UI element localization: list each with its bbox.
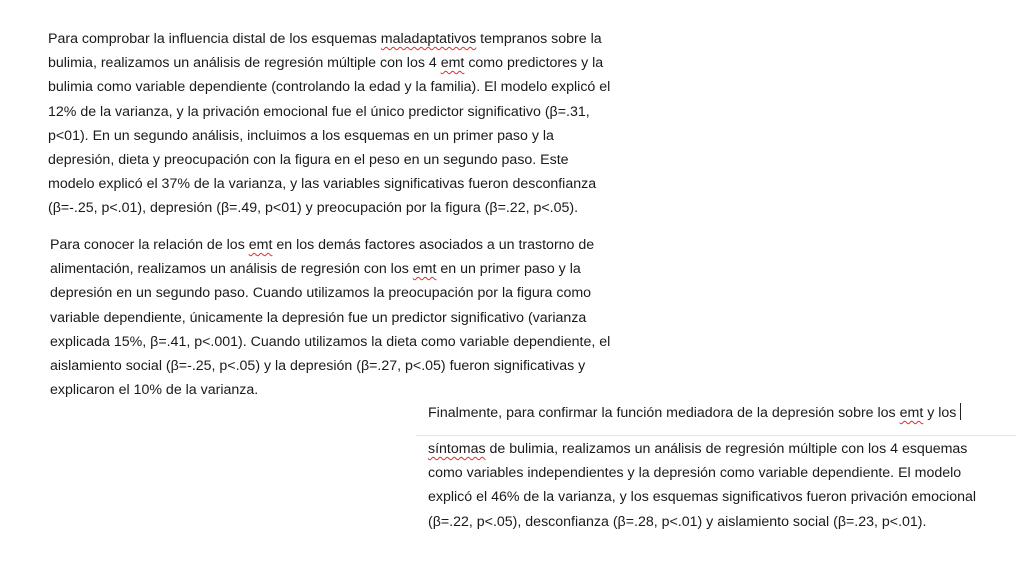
text-cursor — [960, 403, 961, 420]
text-line: depresión, dieta y preocupación con la figura en el peso en un segundo paso. Este — [48, 152, 569, 169]
spellcheck-flagged-word[interactable]: emt — [440, 55, 465, 72]
text-line — [50, 233, 610, 257]
paragraph-mediation-continued[interactable] — [428, 437, 976, 534]
text-line: modelo explicó el 37% de la varianza, y las variables significativas fueron desconfianza — [48, 176, 597, 193]
text-run: alimentación, realizamos un análisis de regresión con los — [50, 261, 413, 278]
text-line: explicó el 46% de la varianza, y los esquemas significativos fueron privación emocional — [428, 489, 977, 506]
text-line: aislamiento social (β=-.25, p<.05) y la depresión (β=.27, p<.05) fueron significativas y — [50, 358, 586, 375]
text-run: Para conocer la relación de los — [50, 237, 249, 253]
text-line: bulimia como variable dependiente (controlando la edad y la familia). El modelo explicó el — [48, 79, 611, 96]
text-run: bulimia, realizamos un análisis de regresión múltiple con los 4 — [48, 55, 441, 72]
text-run: de bulimia, realizamos un análisis de regresión múltiple con los 4 esquemas — [485, 441, 968, 457]
text-run: y los — [923, 405, 957, 421]
text-line: (β=-.25, p<.01), depresión (β=.49, p<01) y preocupación por la figura (β=.22, p<.05). — [48, 200, 579, 217]
text-run: en los demás factores asociados a un trastorno de — [272, 237, 595, 253]
paragraph-mediation-first-line[interactable] — [428, 401, 961, 425]
paragraph-bulimia-regression[interactable] — [48, 27, 610, 221]
text-line: explicaron el 10% de la varianza. — [50, 382, 259, 399]
spellcheck-flagged-word[interactable]: maladaptativos — [380, 31, 477, 47]
spellcheck-flagged-word[interactable]: emt — [412, 261, 437, 278]
text-run: como predictores y la — [464, 55, 604, 72]
paragraph-eating-disorder-factors[interactable] — [50, 233, 610, 402]
text-line: explicada 15%, β=.41, p<.001). Cuando utilizamos la dieta como variable dependiente, el — [50, 333, 611, 350]
text-line: (β=.22, p<.05), desconfianza (β=.28, p<.01) y aislamiento social (β=.23, p<.01). — [428, 513, 927, 530]
text-line: 12% de la varianza, y la privación emocional fue el único predictor significativo (β=.31, — [48, 103, 590, 120]
spellcheck-flagged-word[interactable]: emt — [899, 405, 924, 421]
text-line: depresión en un segundo paso. Cuando utilizamos la preocupación por la figura como — [50, 285, 592, 302]
text-line — [428, 401, 961, 425]
text-line: p<01). En un segundo análisis, incluimos a los esquemas en un primer paso y la — [48, 127, 554, 144]
spellcheck-flagged-word[interactable]: emt — [248, 237, 273, 253]
text-run: en un primer paso y la — [436, 261, 581, 278]
text-run: tempranos sobre la — [476, 31, 602, 47]
text-line — [48, 51, 610, 75]
text-run: Finalmente, para confirmar la función mediadora de la depresión sobre los — [428, 405, 900, 421]
text-line: variable dependiente, únicamente la depresión fue un predictor significativo (varianza — [50, 309, 587, 326]
text-line — [48, 27, 610, 51]
text-line — [50, 257, 610, 281]
text-run: Para comprobar la influencia distal de los esquemas — [48, 31, 381, 47]
text-line: como variables independientes y la depresión como variable dependiente. El modelo — [428, 465, 962, 482]
page-break-divider — [416, 435, 1016, 436]
text-line — [428, 437, 976, 461]
spellcheck-flagged-word[interactable]: síntomas — [428, 441, 486, 457]
